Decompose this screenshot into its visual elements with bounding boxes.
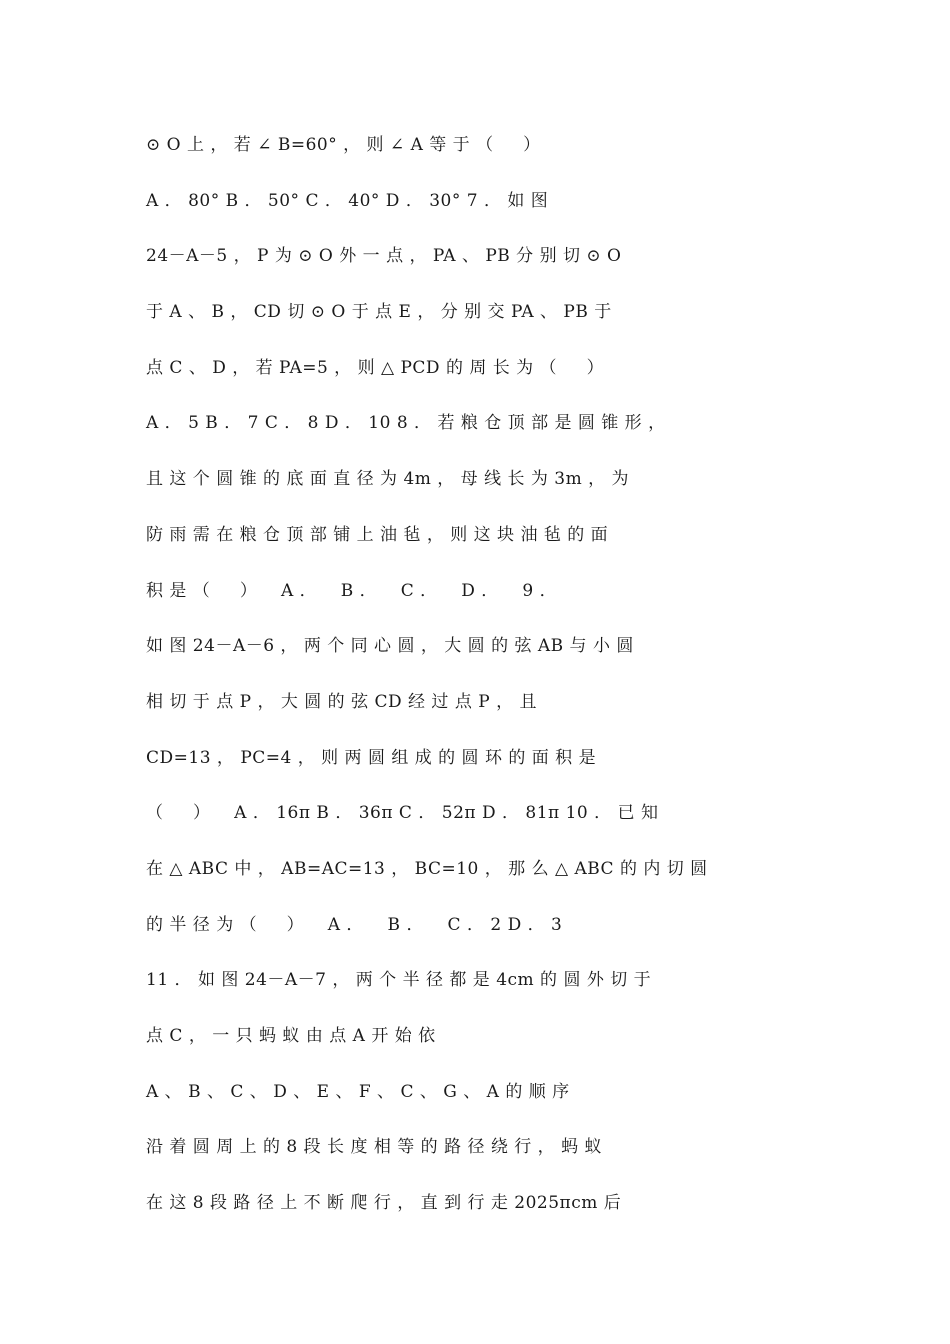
document-body: [146, 128, 846, 1242]
text-line: 在 这 8 段 路 径 上 不 断 爬 行 ， 直 到 行 走 2025πcm 后: [146, 1193, 622, 1214]
text-line: 的 半 径 为 （ ） A ． B ． C ． 2 D ． 3: [146, 914, 563, 935]
text-line: 相 切 于 点 P ， 大 圆 的 弦 CD 经 过 点 P ， 且: [146, 691, 537, 712]
text-line: A ． 80° B ． 50° C ． 40° D ． 30° 7 ． 如 图: [146, 190, 549, 211]
text-line: 防 雨 需 在 粮 仓 顶 部 铺 上 油 毡 ， 则 这 块 油 毡 的 面: [146, 524, 609, 545]
text-line: 11 ． 如 图 24－A－7 ， 两 个 半 径 都 是 4cm 的 圆 外 切 于: [146, 970, 652, 991]
text-line: CD=13 ， PC=4 ， 则 两 圆 组 成 的 圆 环 的 面 积 是: [146, 747, 597, 768]
text-line: ⊙ O 上 ， 若 ∠ B=60° ， 则 ∠ A 等 于 （ ）: [146, 135, 541, 155]
text-line: 在 △ ABC 中 ， AB=AC=13 ， BC=10 ， 那 么 △ ABC 的 内 切 圆: [146, 858, 708, 879]
text-line: A 、 B 、 C 、 D 、 E 、 F 、 C 、 G 、 A 的 顺 序: [146, 1081, 570, 1102]
text-line: 于 A 、 B ， CD 切 ⊙ O 于 点 E ， 分 别 交 PA 、 PB 于: [146, 302, 612, 323]
text-line: 点 C 、 D ， 若 PA=5 ， 则 △ PCD 的 周 长 为 （ ）: [146, 357, 605, 378]
text-line: 沿 着 圆 周 上 的 8 段 长 度 相 等 的 路 径 绕 行 ， 蚂 蚁: [146, 1137, 602, 1158]
text-line: 如 图 24－A－6 ， 两 个 同 心 圆 ， 大 圆 的 弦 AB 与 小 圆: [146, 636, 634, 657]
text-line: 积 是 （ ） A ． B ． C ． D ． 9 ．: [146, 580, 558, 601]
text-line: 点 C ， 一 只 蚂 蚁 由 点 A 开 始 依: [146, 1026, 436, 1046]
text-line: 且 这 个 圆 锥 的 底 面 直 径 为 4m ， 母 线 长 为 3m ， 为: [146, 469, 630, 490]
text-line: 24－A－5 ， P 为 ⊙ O 外 一 点 ， PA 、 PB 分 别 切 ⊙ O: [146, 246, 622, 267]
text-line: （ ） A ． 16π B ． 36π C ． 52π D ． 81π 10 ． 已 知: [146, 803, 659, 824]
text-line: A ． 5 B ． 7 C ． 8 D ． 10 8 ． 若 粮 仓 顶 部 是 圆 锥 形 ，: [146, 413, 666, 434]
